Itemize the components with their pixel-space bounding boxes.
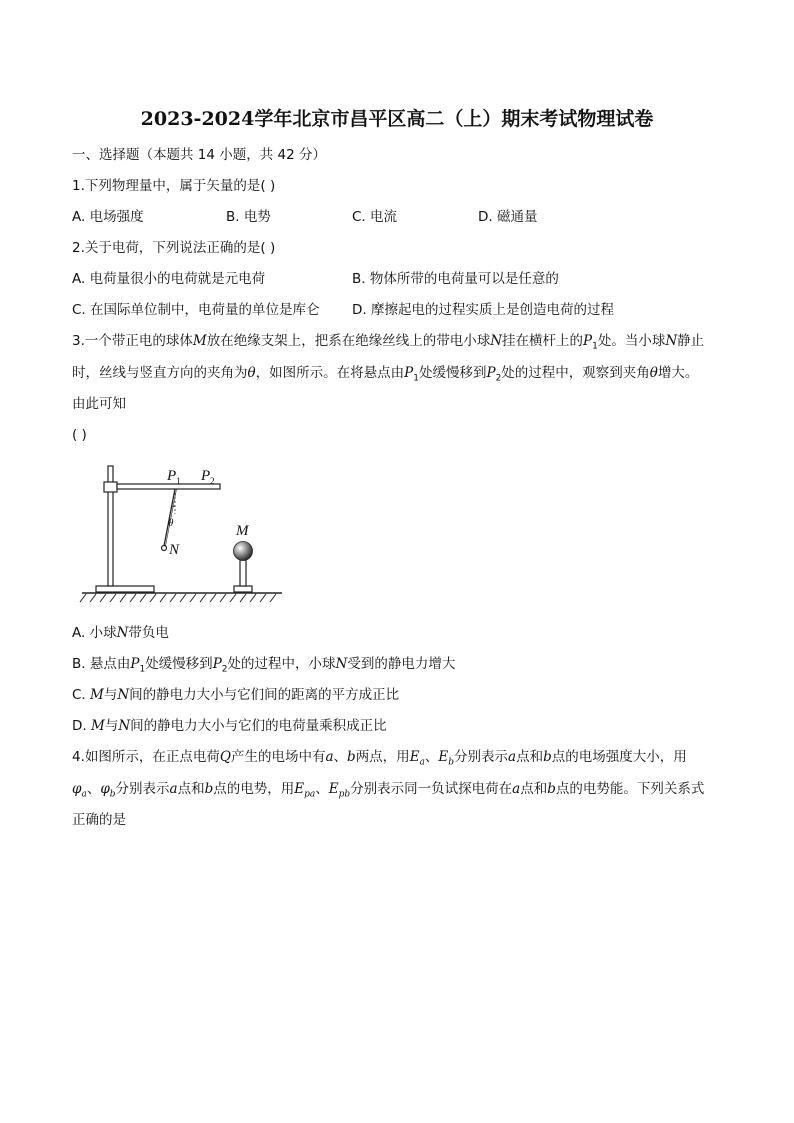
symbol-n: N <box>490 333 503 349</box>
ball-n <box>162 546 167 551</box>
symbol-b: b <box>347 749 356 765</box>
text: A. 小球 <box>72 625 117 641</box>
subscript: a <box>419 757 425 768</box>
label-n: N <box>169 542 180 558</box>
text: 挂在横杆上的 <box>502 333 584 349</box>
text: 分别表示同一负试探电荷在 <box>350 781 513 797</box>
subscript: a <box>81 789 87 800</box>
text: 点的电势能。下列关系式 <box>555 781 705 797</box>
symbol-p: P <box>130 656 140 672</box>
q2-option-b: B. 物体所带的电荷量可以是任意的 <box>352 271 559 287</box>
symbol-phi: φ <box>72 781 82 797</box>
symbol-theta: θ <box>649 365 658 381</box>
symbol-a: a <box>169 781 178 797</box>
q2-option-a: A. 电荷量很小的电荷就是元电荷 <box>72 271 266 287</box>
sphere-m <box>234 542 253 561</box>
text: 处的过程中，观察到夹角 <box>501 365 650 381</box>
text: 3.一个带正电的球体 <box>72 333 193 349</box>
text: 点的电场强度大小，用 <box>551 749 687 765</box>
symbol-q: Q <box>219 749 231 765</box>
text: C. <box>72 687 91 703</box>
symbol-p: P <box>212 656 222 672</box>
symbol-n: N <box>665 333 678 349</box>
section-heading: 一、选择题（本题共 14 小题，共 42 分） <box>72 147 327 163</box>
q1-option-b: B. 电势 <box>226 209 271 225</box>
text: 、 <box>424 749 439 765</box>
symbol-p: P <box>486 365 496 381</box>
symbol-m: M <box>192 333 207 349</box>
q1-option-d: D. 磁通量 <box>478 209 538 225</box>
text: 静止 <box>677 333 705 349</box>
text: 点的电势，用 <box>213 781 295 797</box>
text: 、 <box>86 781 101 797</box>
q3-figure <box>78 456 288 606</box>
question-4-stem-line-2 <box>72 780 704 804</box>
text: 点和 <box>177 781 205 797</box>
symbol-a: a <box>508 749 517 765</box>
subscript: 1 <box>592 341 598 352</box>
symbol-m: M <box>90 718 105 734</box>
label-m: M <box>236 523 249 539</box>
symbol-theta: θ <box>247 365 256 381</box>
question-4-stem-line-1 <box>72 748 687 772</box>
text: 与 <box>103 687 118 703</box>
page-title: 2023-2024学年北京市昌平区高二（上）期末考试物理试卷 <box>140 108 654 130</box>
text: 带负电 <box>128 625 169 641</box>
symbol-e: E <box>328 781 339 797</box>
symbol-e: E <box>409 749 420 765</box>
text: 4.如图所示，在正点电荷 <box>72 749 220 765</box>
text: ，如图所示。在将悬点由 <box>255 365 405 381</box>
q3-option-a <box>72 624 169 642</box>
q2-option-d: D. 摩擦起电的过程实质上是创造电荷的过程 <box>352 302 614 318</box>
symbol-b: b <box>204 781 214 797</box>
text: 间的静电力大小与它们的电荷量乘积成正比 <box>130 718 387 734</box>
ground-hatching <box>80 594 276 602</box>
text: 分别表示 <box>454 749 509 765</box>
text: 处缓慢移到 <box>145 656 213 672</box>
question-3-stem-line-2 <box>72 364 698 388</box>
text: D. <box>72 718 91 734</box>
question-3-stem-line-1 <box>72 332 704 356</box>
symbol-b: b <box>543 749 552 765</box>
pendulum-diagram <box>78 456 288 606</box>
text: 与 <box>104 718 119 734</box>
question-2-stem: 2.关于电荷，下列说法正确的是( ) <box>72 240 276 256</box>
symbol-m: M <box>90 687 104 703</box>
text: 时，丝线与竖直方向的夹角为 <box>72 365 248 381</box>
symbol-n: N <box>116 625 129 641</box>
subscript: pb <box>338 789 351 800</box>
label-p1: $P_1$ <box>167 468 181 486</box>
question-4-stem-line-3: 正确的是 <box>72 812 126 828</box>
symbol-b: b <box>547 781 556 797</box>
q2-option-c: C. 在国际单位制中，电荷量的单位是库仑 <box>72 302 320 318</box>
text: 间的静电力大小与它们间的距离的平方成正比 <box>129 687 400 703</box>
horizontal-bar <box>117 484 220 489</box>
symbol-p: P <box>583 333 593 349</box>
q1-option-c: C. 电流 <box>352 209 398 225</box>
symbol-a: a <box>512 781 521 797</box>
symbol-a: a <box>325 749 334 765</box>
text: B. 悬点由 <box>72 656 131 672</box>
text: 增大。 <box>657 365 699 381</box>
text: 处。当小球 <box>597 333 666 349</box>
subscript: b <box>109 789 116 800</box>
question-3-answer-bracket: ( ) <box>72 427 87 443</box>
text: 分别表示 <box>115 781 170 797</box>
text: 点和 <box>520 781 548 797</box>
subscript: 2 <box>221 664 228 675</box>
text: 受到的静电力增大 <box>347 656 456 672</box>
text: 处缓慢移到 <box>418 365 487 381</box>
stand-clamp <box>104 482 117 492</box>
insulating-stand-pole <box>240 560 246 586</box>
symbol-n: N <box>335 656 348 672</box>
q3-option-d <box>72 717 387 735</box>
text: 、 <box>315 781 329 797</box>
label-p2: $P_2$ <box>201 468 215 486</box>
text: 点和 <box>516 749 544 765</box>
question-1-stem: 1.下列物理量中，属于矢量的是( ) <box>72 178 276 194</box>
q1-option-a: A. 电场强度 <box>72 209 144 225</box>
symbol-e: E <box>438 749 449 765</box>
subscript: 1 <box>139 664 146 675</box>
symbol-n: N <box>118 718 131 734</box>
text: 产生的电场中有 <box>230 749 326 765</box>
subscript: pa <box>304 789 316 800</box>
text: 处的过程中，小球 <box>227 656 336 672</box>
q3-option-b <box>72 655 455 679</box>
text: 、 <box>333 749 348 765</box>
q3-option-c <box>72 686 399 704</box>
symbol-n: N <box>117 687 130 703</box>
question-3-stem-line-3: 由此可知 <box>72 396 126 412</box>
label-theta: θ <box>168 517 174 529</box>
symbol-p: P <box>404 365 414 381</box>
subscript: 2 <box>495 373 502 384</box>
stand-base <box>96 586 154 592</box>
symbol-phi: φ <box>100 781 110 797</box>
insulating-stand-base <box>234 586 252 592</box>
subscript: 1 <box>413 373 419 384</box>
text: 放在绝缘支架上，把系在绝缘丝线上的带电小球 <box>206 333 491 349</box>
symbol-e: E <box>294 781 305 797</box>
subscript: b <box>448 757 455 768</box>
text: 两点，用 <box>355 749 410 765</box>
